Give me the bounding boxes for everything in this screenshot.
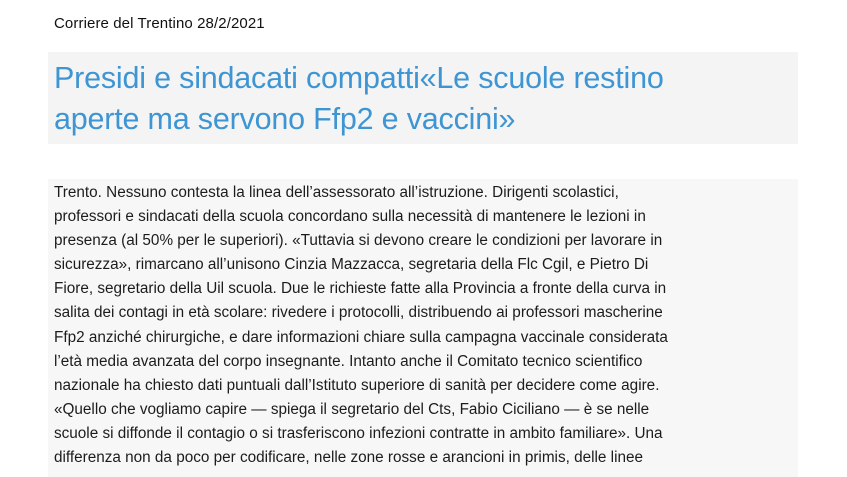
body-line: Trento. Nessuno contesta la linea dell’assessorato all’istruzione. Dirigenti scolastici,: [54, 184, 619, 201]
article-headline: [48, 52, 798, 140]
body-line: differenza non da poco per codificare, nelle zone rosse e arancioni in primis, delle linee: [54, 449, 643, 467]
body-line: scuole si diffonde il contagio o si trasferiscono infezioni contratte in ambito familiare». Una: [54, 424, 663, 442]
body-line: nazionale ha chiesto dati puntuali dall’Istituto superiore di sanità per decidere come agire.: [54, 376, 660, 394]
article-body: [48, 179, 798, 470]
body-line: professori e sindacati della scuola concordano sulla necessità di mantenere le lezioni in: [54, 208, 646, 226]
body-line: Fiore, segretario della Uil scuola. Due le richieste fatte alla Provincia a fronte della curva in: [54, 280, 667, 298]
body-line: «Quello che vogliamo capire — spiega il segretario del Cts, Fabio Ciciliano — è se nelle: [54, 400, 650, 418]
body-line: sicurezza», rimarcano all’unisono Cinzia Mazzacca, segretaria della Flc Cgil, e Pietro Di: [54, 256, 649, 274]
newspaper-source: Corriere del Trentino 28/2/2021: [54, 15, 265, 32]
body-line: l’età media avanzata del corpo insegnante. Intanto anche il Comitato tecnico scientifico: [54, 352, 643, 370]
body-line: salita dei contagi in età scolare: rivedere i protocolli, distribuendo ai professori mascherine: [54, 304, 663, 322]
article-body-block: [48, 179, 798, 477]
headline-block: [48, 52, 798, 144]
body-line: Ffp2 anziché chirurgiche, e dare informazioni chiare sulla campagna vaccinale considerata: [54, 328, 668, 346]
body-line: presenza (al 50% per le superiori). «Tuttavia si devono creare le condizioni per lavorare in: [54, 232, 663, 250]
headline-line: aperte ma servono Ffp2 e vaccini»: [54, 102, 516, 136]
headline-line: Presidi e sindacati compatti«Le scuole restino: [54, 61, 664, 95]
